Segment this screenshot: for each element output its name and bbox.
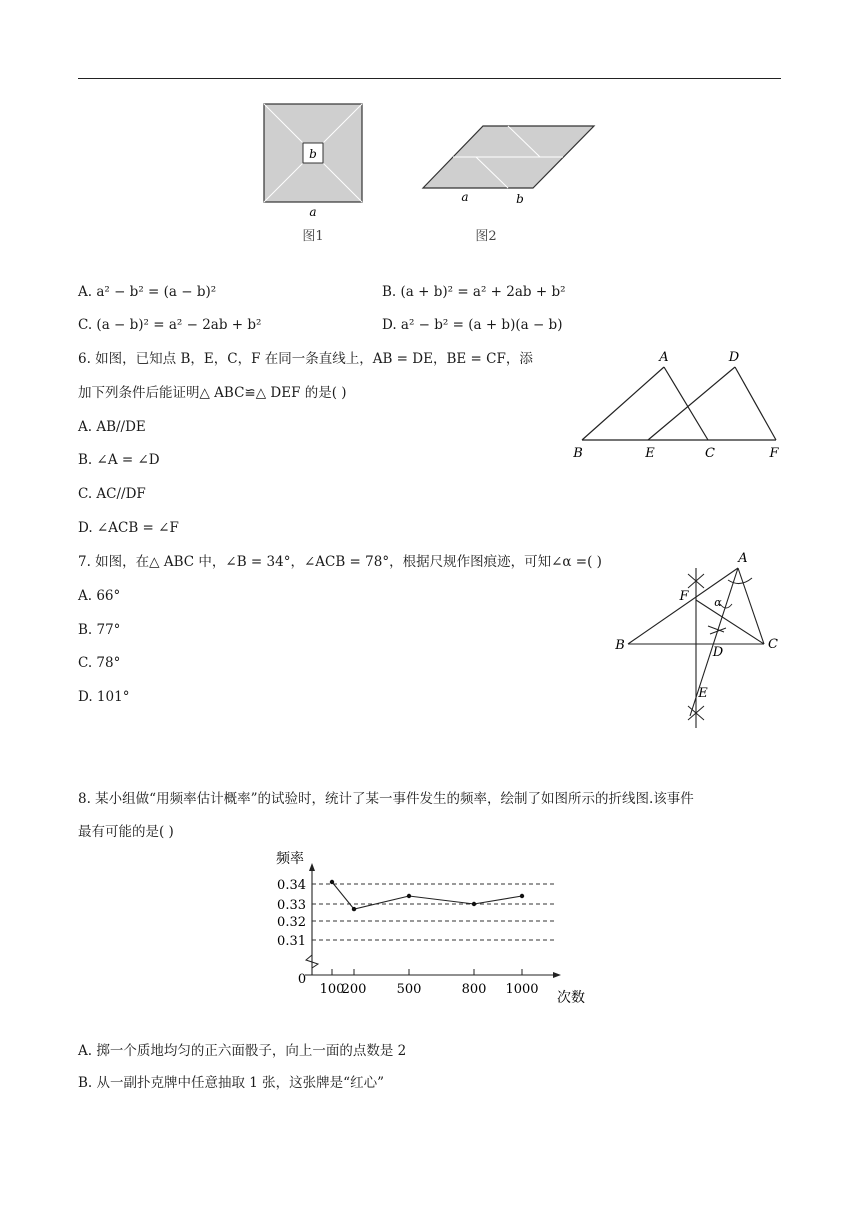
q7-stem: 7. 如图，在△ ABC 中，∠B = 34°，∠ACB = 78°，根据尺规作图痕迹，可知∠α =( ) [78, 554, 602, 570]
fig2-caption: 图2 [475, 229, 497, 244]
chart-y-tick-label: 0.34 [277, 878, 306, 893]
chart-x-tick-label: 100 [319, 982, 345, 997]
chart-series-line [332, 882, 522, 909]
fig1-bottom-label: a [309, 205, 317, 219]
q7-option-d: D. 101° [78, 689, 130, 705]
q7-point-b: B [615, 638, 625, 653]
q8-option-a: A. 掷一个质地均匀的正六面骰子，向上一面的点数是 2 [78, 1043, 407, 1059]
fig1-inner-label: b [309, 147, 317, 161]
chart-x-tick-label: 500 [396, 982, 422, 997]
q7-point-c: C [768, 637, 778, 652]
chart-x-label: 次数 [557, 990, 585, 1006]
chart-origin-label: 0 [297, 972, 307, 987]
q7-option-a: A. 66° [78, 588, 121, 604]
chart-data-point [407, 894, 411, 898]
q6-stem-line1: 6. 如图，已知点 B，E，C，F 在同一条直线上，AB = DE，BE = CF，添 [78, 351, 533, 367]
q7-point-d: D [712, 645, 724, 660]
q7-point-e: E [698, 686, 708, 701]
q6-option-a: A. AB//DE [78, 419, 146, 435]
chart-data-point [330, 880, 334, 884]
q7-point-a: A [738, 551, 748, 566]
q5-option-d: D. a² − b² = (a + b)(a − b) [382, 317, 563, 333]
q6-option-b: B. ∠A = ∠D [78, 452, 160, 468]
q6-option-d: D. ∠ACB = ∠F [78, 520, 179, 536]
q7-point-f: F [679, 589, 689, 604]
q5-option-c: C. (a − b)² = a² − 2ab + b² [78, 317, 262, 333]
q7-option-c: C. 78° [78, 655, 121, 671]
chart-x-tick-label: 200 [341, 982, 367, 997]
chart-y-tick-label: 0.31 [277, 934, 306, 949]
q7-alpha-label: α [714, 596, 722, 609]
q8-option-b: B. 从一副扑克牌中任意抽取 1 张，这张牌是“红心” [78, 1075, 384, 1091]
q5-option-a: A. a² − b² = (a − b)² [78, 284, 217, 300]
fig2-b-label: b [516, 192, 524, 206]
chart-x-tick-label: 1000 [505, 982, 539, 997]
chart-data-point [472, 902, 476, 906]
q6-point-b: B [573, 446, 583, 461]
q6-point-f: F [769, 446, 779, 461]
chart-data-point [352, 907, 356, 911]
q6-point-a: A [659, 350, 669, 365]
q6-point-c: C [705, 446, 715, 461]
q6-point-d: D [728, 350, 740, 365]
q8-stem-line1: 8. 某小组做“用频率估计概率”的试验时，统计了某一事件发生的频率，绘制了如图所示的折线图.该事件 [78, 791, 694, 807]
q7-option-b: B. 77° [78, 622, 121, 638]
chart-y-tick-label: 0.33 [277, 898, 306, 913]
q6-point-e: E [645, 446, 655, 461]
q8-stem-line2: 最有可能的是( ) [78, 824, 174, 840]
chart-y-tick-label: 0.32 [277, 915, 306, 930]
chart-x-tick-label: 800 [461, 982, 487, 997]
q6-option-c: C. AC//DF [78, 486, 146, 502]
chart-data-point [520, 894, 524, 898]
q5-option-b: B. (a + b)² = a² + 2ab + b² [382, 284, 566, 300]
fig2-a-label: a [461, 190, 469, 204]
chart-y-label: 频率 [276, 851, 304, 867]
q6-stem-line2: 加下列条件后能证明△ ABC≌△ DEF 的是( ) [78, 385, 347, 401]
fig1-caption: 图1 [302, 229, 324, 244]
